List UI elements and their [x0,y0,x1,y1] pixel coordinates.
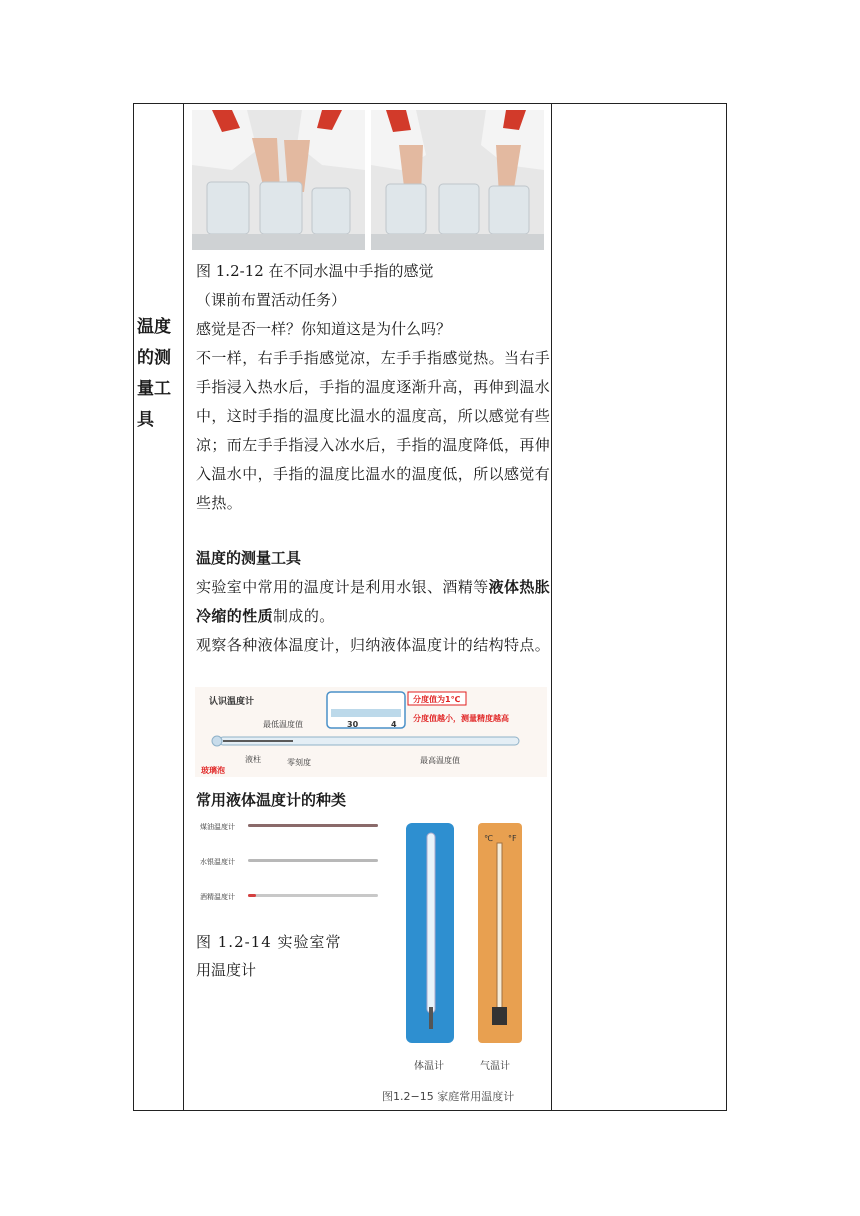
column-divider-1 [183,104,184,1110]
scale-label-right: 4 [391,720,397,729]
division-label: 分度值为1℃ [413,695,461,704]
type-bar-kerosene [248,824,378,827]
row-label-line: 量工 [137,379,171,399]
min-value-label: 最低温度值 [263,720,303,729]
body-thermometer-label: 体温计 [414,1061,444,1072]
thermometer-structure-figure [195,687,547,777]
bulb-label: 玻璃泡 [201,766,225,775]
bulb [212,736,222,746]
scale-label-left: 30 [347,720,359,729]
type-bar-mercury [248,859,378,862]
precision-note: 分度值越小，测量精度越高 [413,714,509,723]
type-bar-alcohol [248,894,378,897]
lab-thermometer-types [198,816,382,906]
fig-1-2-14-caption-line1: 图 1.2-14 实验室常 [196,933,342,951]
household-thermometers-figure [376,817,552,1107]
fig-1-2-15-caption: 图1.2−15 家庭常用温度计 [382,1090,515,1103]
row-label-line: 温度 [137,317,171,337]
types-title: 常用液体温度计的种类 [196,791,347,809]
max-value-label: 最高温度值 [420,756,460,765]
row-label-line: 具 [137,410,154,430]
fig-1-2-12-caption: 图 1.2-12 在不同水温中手指的感觉 [196,262,434,280]
question-text: 感觉是否一样？你知道这是为什么吗？ [196,320,452,338]
answer-paragraph: 不一样，右手手指感觉凉，左手手指感觉热。当右手手指浸入热水后，手指的温度逐渐升高，再伸到温水中，这时手指的温度比温水的温度高，所以感觉有些凉；而左手手指浸入冰水后，手指的温度降低，再伸入温水中，手指的温度比温水的温度低，所以感觉有些热。 [196,349,551,512]
struct-title: 认识温度计 [209,697,255,707]
body-thermometer [427,833,435,1013]
row-label [137,312,181,436]
type-label-alcohol: 酒精温度计 [200,893,235,901]
air-thermometer-label: 气温计 [480,1061,510,1072]
fahrenheit-unit: °F [508,834,517,843]
photo-fingers-right [371,110,544,250]
type-bulb-alcohol [248,894,256,897]
activity-note: （课前布置活动任务） [196,291,347,309]
lab-text-part1: 实验室中常用的温度计是利用水银、酒精等 [196,578,489,596]
type-label-kerosene: 煤油温度计 [200,823,235,831]
type-label-mercury: 水银温度计 [200,858,235,866]
column-label: 液柱 [245,755,261,764]
photo-fingers-left [192,110,365,250]
row-label-line: 的测 [137,348,171,368]
celsius-unit: ℃ [484,834,493,843]
lab-text-part2: 制成的。 [273,607,335,625]
zero-label: 零刻度 [287,758,311,767]
lab-text-bold: 液体热胀冷缩的性质 [196,578,551,625]
fig-1-2-14-caption-line2: 用温度计 [196,961,257,979]
lab-thermometer-text [196,573,551,631]
liquid-column [223,740,293,742]
lesson-table [133,103,727,1111]
section-title: 温度的测量工具 [196,549,302,567]
zoom-scale [331,709,401,717]
observe-text: 观察各种液体温度计，归纳液体温度计的结构特点。 [196,636,551,654]
